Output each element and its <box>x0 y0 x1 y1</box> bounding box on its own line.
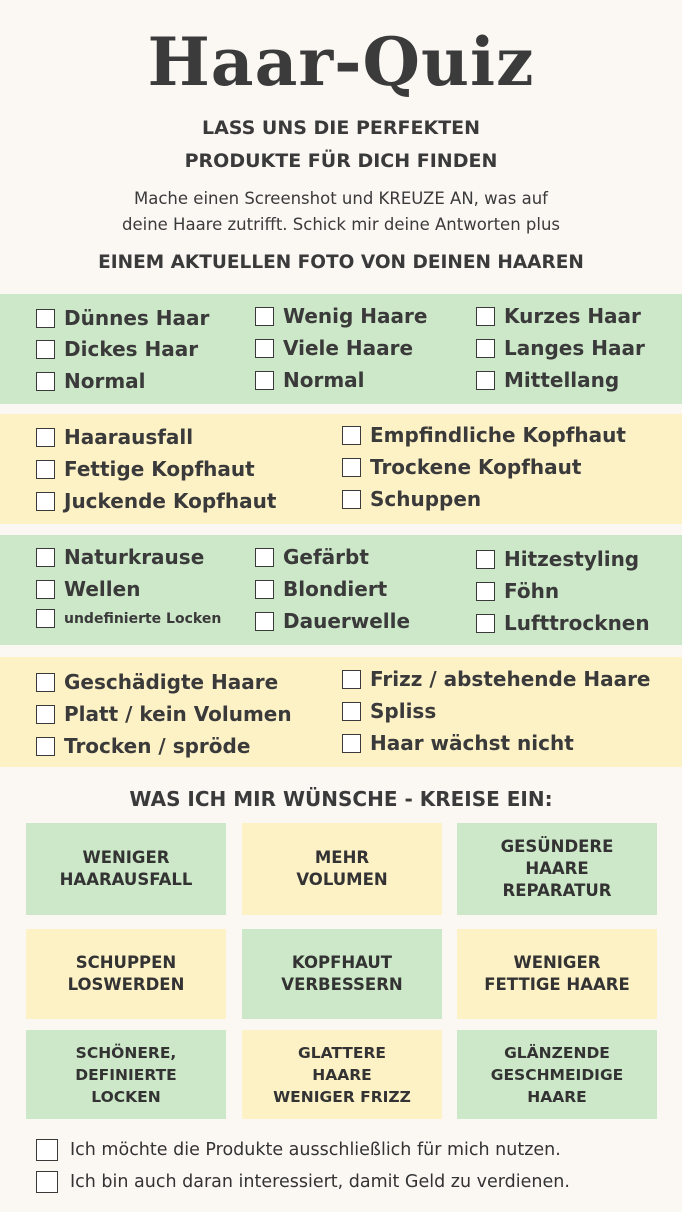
intro-line-1: Mache einen Screenshot und KREUZE AN, was auf <box>134 189 548 208</box>
checkbox-label: Trockene Kopfhaut <box>370 455 582 479</box>
checkbox-label: Wellen <box>64 577 141 601</box>
checkbox-item[interactable] <box>342 699 436 723</box>
checkbox[interactable] <box>36 580 55 599</box>
checkbox-label: Empfindliche Kopfhaut <box>370 423 626 447</box>
checkbox-label: Wenig Haare <box>283 304 428 328</box>
checkbox-label: Ich bin auch daran interessiert, damit Geld zu verdienen. <box>70 1172 570 1192</box>
checkbox-label: undefinierte Locken <box>64 610 222 627</box>
photo-note: EINEM AKTUELLEN FOTO VON DEINEN HAAREN <box>98 252 584 273</box>
checkbox-label: Juckende Kopfhaut <box>64 489 277 513</box>
checkbox-item[interactable] <box>36 545 204 569</box>
wish-option[interactable]: SCHÖNERE, DEFINIERTE LOCKEN <box>26 1030 226 1119</box>
checkbox-item[interactable] <box>36 1171 570 1193</box>
checkbox[interactable] <box>36 673 55 692</box>
checkbox[interactable] <box>255 612 274 631</box>
checkbox-label: Ich möchte die Produkte ausschließlich für mich nutzen. <box>70 1140 561 1160</box>
checkbox[interactable] <box>36 737 55 756</box>
wish-option[interactable]: SCHUPPEN LOSWERDEN <box>26 929 226 1019</box>
checkbox-item[interactable] <box>36 489 276 513</box>
checkbox-label: Blondiert <box>283 577 388 601</box>
checkbox-item[interactable] <box>36 457 255 481</box>
checkbox-label: Langes Haar <box>504 336 645 360</box>
checkbox-item[interactable] <box>255 609 410 633</box>
checkbox-label: Geschädigte Haare <box>64 670 279 694</box>
wish-option[interactable]: GLÄNZENDE GESCHMEIDIGE HAARE <box>457 1030 657 1119</box>
checkbox-item[interactable] <box>342 455 581 479</box>
wish-option[interactable]: GESÜNDERE HAARE REPARATUR <box>457 823 657 915</box>
checkbox-item[interactable] <box>36 1139 561 1161</box>
checkbox-item[interactable] <box>342 423 626 447</box>
checkbox[interactable] <box>36 1171 58 1193</box>
checkbox-label: Trocken / spröde <box>64 734 251 758</box>
checkbox-label: Lufttrocknen <box>504 611 650 635</box>
checkbox[interactable] <box>36 428 55 447</box>
checkbox-item[interactable] <box>255 336 413 360</box>
checkbox[interactable] <box>36 309 55 328</box>
checkbox-label: Fettige Kopfhaut <box>64 457 255 481</box>
checkbox-label: Kurzes Haar <box>504 304 641 328</box>
checkbox-label: Mittellang <box>504 368 620 392</box>
checkbox-item[interactable] <box>476 336 645 360</box>
checkbox[interactable] <box>476 371 495 390</box>
checkbox-label: Hitzestyling <box>504 547 640 571</box>
wish-option[interactable]: KOPFHAUT VERBESSERN <box>242 929 442 1019</box>
checkbox[interactable] <box>476 582 495 601</box>
checkbox[interactable] <box>342 490 361 509</box>
checkbox-item[interactable] <box>36 337 198 361</box>
checkbox[interactable] <box>342 734 361 753</box>
wish-option[interactable]: MEHR VOLUMEN <box>242 823 442 915</box>
checkbox-label: Schuppen <box>370 487 482 511</box>
subtitle-line-2: PRODUKTE FÜR DICH FINDEN <box>184 150 498 172</box>
checkbox[interactable] <box>36 492 55 511</box>
checkbox[interactable] <box>476 339 495 358</box>
checkbox-item[interactable] <box>36 702 292 726</box>
checkbox[interactable] <box>342 702 361 721</box>
checkbox[interactable] <box>36 460 55 479</box>
wishes-heading: WAS ICH MIR WÜNSCHE - KREISE EIN: <box>129 787 553 811</box>
wish-option[interactable]: WENIGER HAARAUSFALL <box>26 823 226 915</box>
checkbox[interactable] <box>342 426 361 445</box>
checkbox-item[interactable] <box>342 667 651 691</box>
checkbox-label: Normal <box>283 368 365 392</box>
checkbox[interactable] <box>36 372 55 391</box>
checkbox-label: Dauerwelle <box>283 609 411 633</box>
checkbox[interactable] <box>255 548 274 567</box>
checkbox-label: Haar wächst nicht <box>370 731 574 755</box>
checkbox-label: Dickes Haar <box>64 337 199 361</box>
checkbox-item[interactable] <box>255 545 369 569</box>
checkbox[interactable] <box>255 307 274 326</box>
checkbox-item[interactable] <box>36 425 193 449</box>
checkbox-label: Föhn <box>504 579 560 603</box>
checkbox[interactable] <box>255 339 274 358</box>
checkbox[interactable] <box>342 458 361 477</box>
checkbox-item[interactable] <box>255 577 387 601</box>
checkbox-item[interactable] <box>476 304 641 328</box>
checkbox-item[interactable] <box>342 731 574 755</box>
checkbox-label: Viele Haare <box>283 336 414 360</box>
checkbox-item[interactable] <box>36 609 221 628</box>
checkbox-label: Platt / kein Volumen <box>64 702 292 726</box>
page-title: Haar-Quiz <box>147 23 535 101</box>
checkbox-item[interactable] <box>36 369 146 393</box>
checkbox-label: Frizz / abstehende Haare <box>370 667 651 691</box>
checkbox-item[interactable] <box>342 487 481 511</box>
checkbox[interactable] <box>36 1139 58 1161</box>
checkbox[interactable] <box>255 580 274 599</box>
checkbox-item[interactable] <box>36 670 278 694</box>
wish-option[interactable]: GLATTERE HAARE WENIGER FRIZZ <box>242 1030 442 1119</box>
checkbox-item[interactable] <box>255 368 365 392</box>
checkbox-item[interactable] <box>36 306 209 330</box>
checkbox-item[interactable] <box>476 547 639 571</box>
checkbox[interactable] <box>36 609 55 628</box>
checkbox-item[interactable] <box>476 611 650 635</box>
checkbox-item[interactable] <box>255 304 427 328</box>
checkbox-item[interactable] <box>36 734 250 758</box>
checkbox[interactable] <box>255 371 274 390</box>
checkbox[interactable] <box>476 307 495 326</box>
checkbox-label: Normal <box>64 369 146 393</box>
checkbox-label: Gefärbt <box>283 545 369 569</box>
checkbox[interactable] <box>36 548 55 567</box>
checkbox-label: Dünnes Haar <box>64 306 210 330</box>
checkbox-label: Haarausfall <box>64 425 194 449</box>
checkbox-item[interactable] <box>36 577 140 601</box>
checkbox[interactable] <box>36 340 55 359</box>
intro-line-2: deine Haare zutrifft. Schick mir deine Antworten plus <box>121 215 561 234</box>
checkbox-label: Naturkrause <box>64 545 205 569</box>
checkbox-label: Spliss <box>370 699 437 723</box>
checkbox[interactable] <box>476 614 495 633</box>
checkbox[interactable] <box>476 550 495 569</box>
checkbox-item[interactable] <box>476 368 619 392</box>
checkbox[interactable] <box>36 705 55 724</box>
checkbox[interactable] <box>342 670 361 689</box>
subtitle-line-1: LASS UNS DIE PERFEKTEN <box>201 117 481 139</box>
wish-option[interactable]: WENIGER FETTIGE HAARE <box>457 929 657 1019</box>
checkbox-item[interactable] <box>476 579 559 603</box>
